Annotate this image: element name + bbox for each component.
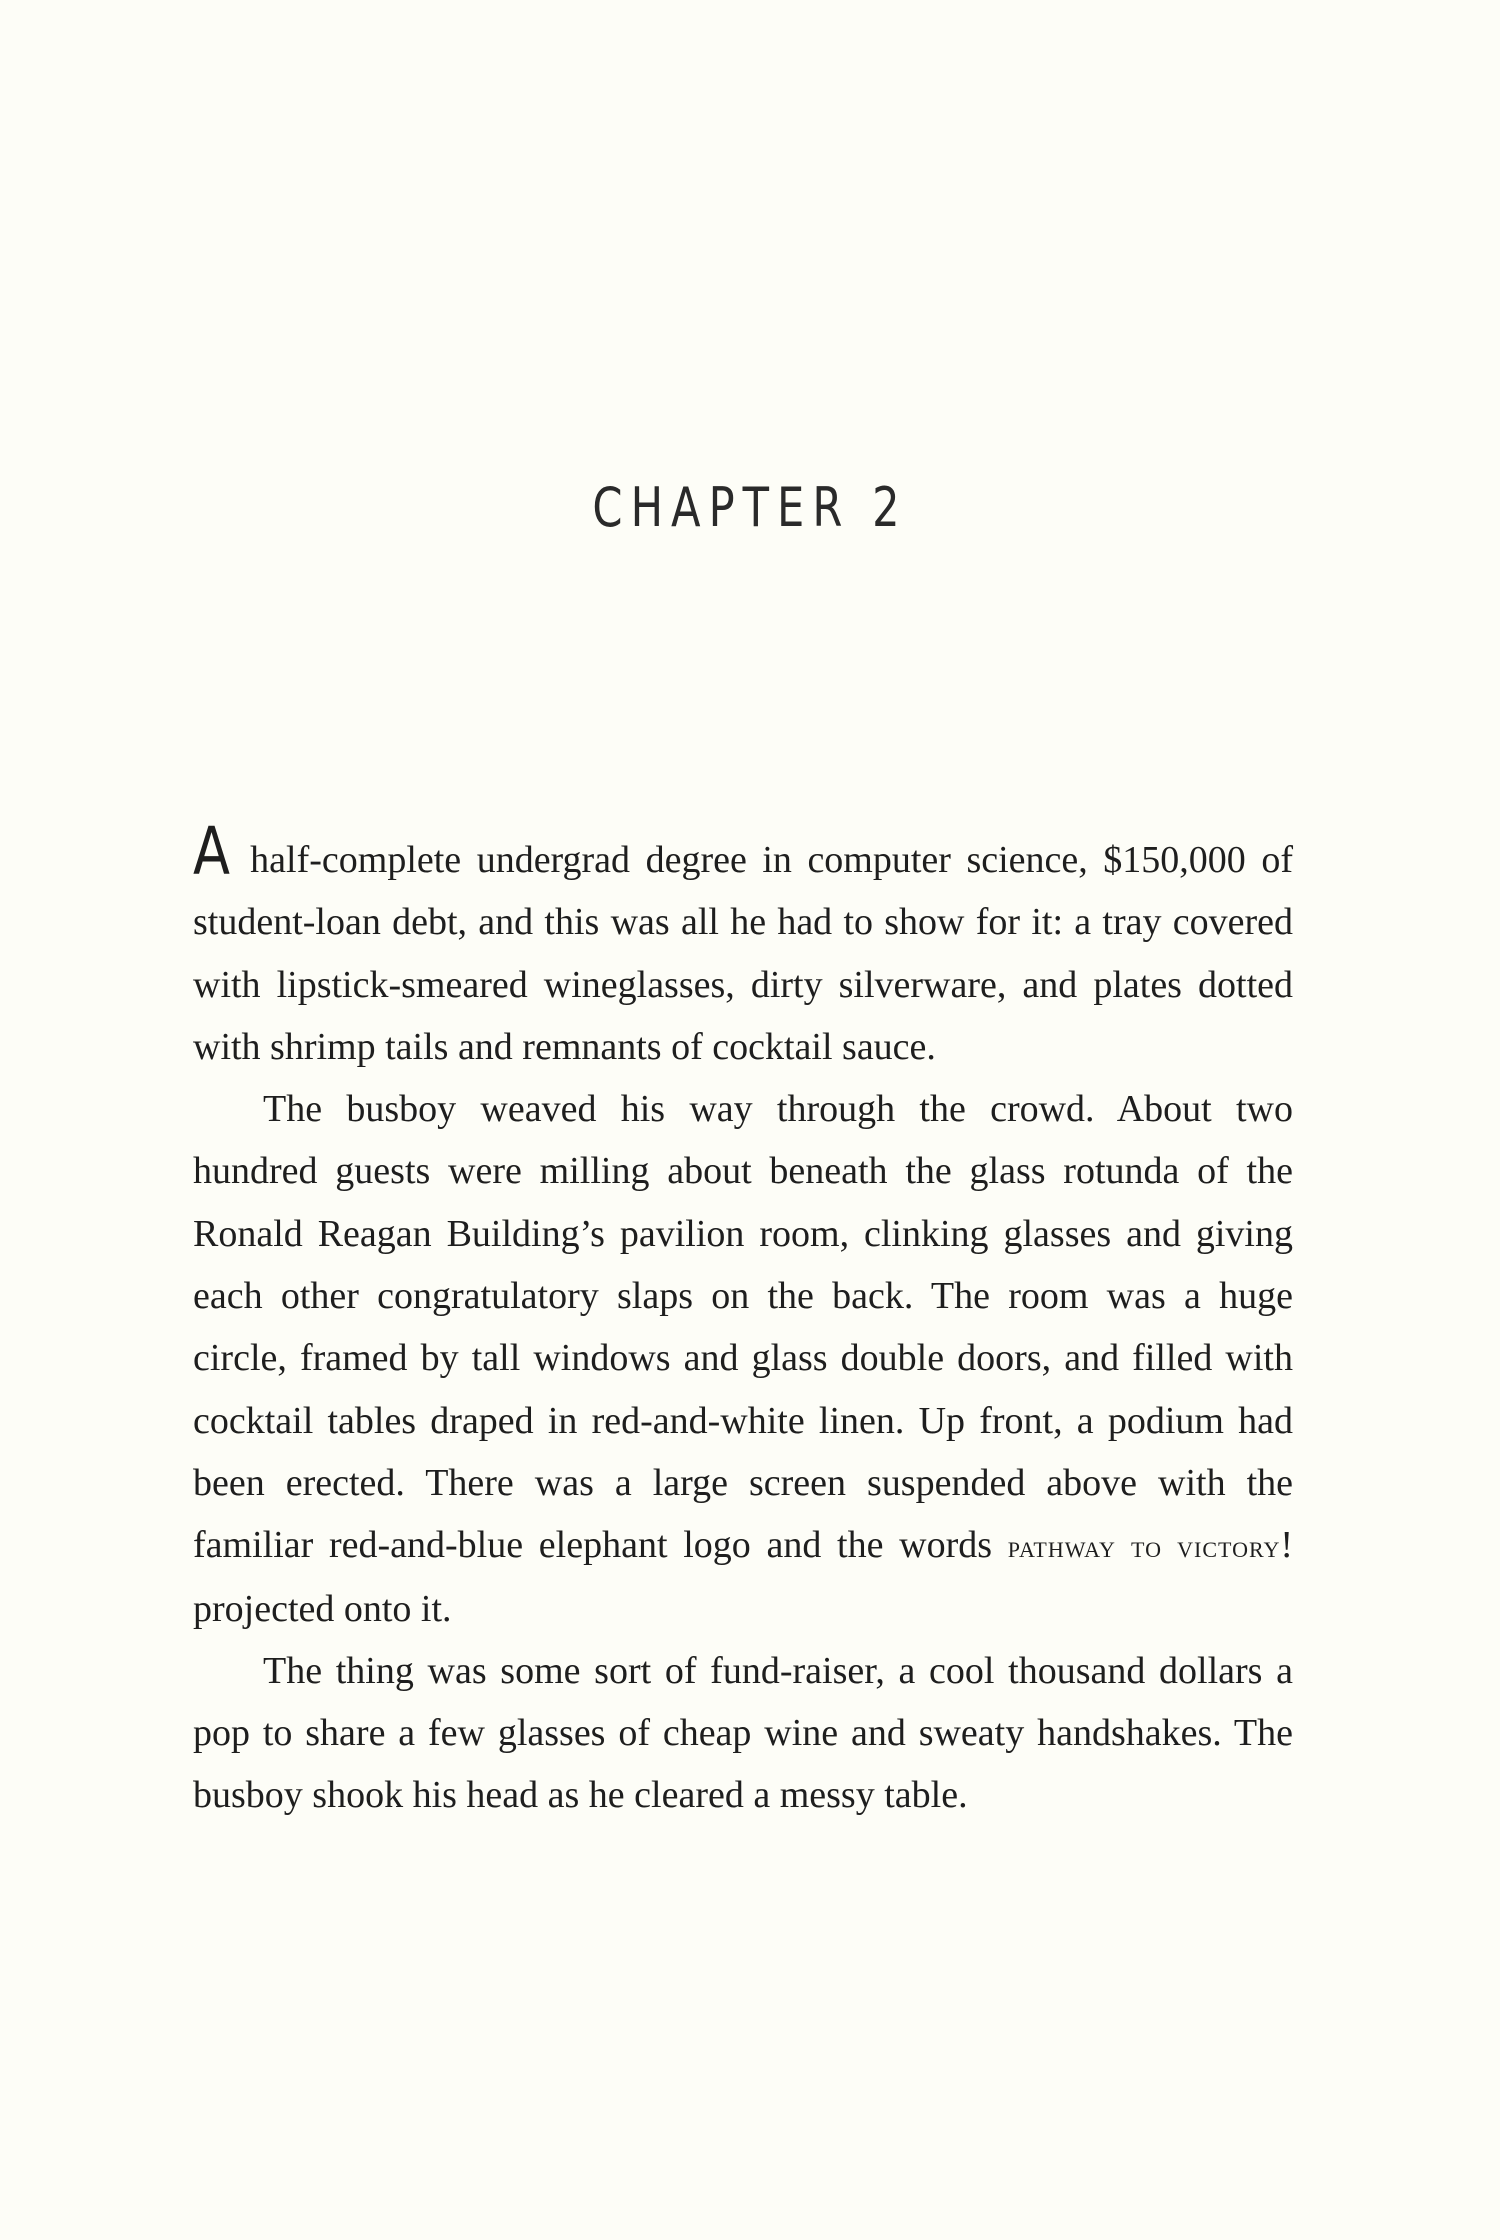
paragraph-3 (193, 1640, 1293, 1827)
paragraph-2 (193, 1078, 1293, 1640)
drop-cap: A (193, 813, 231, 890)
paragraph-3-text: The thing was some sort of fund-raiser, a cool thousand dollars a pop to share a few glasses of cheap wine and sweaty handshakes. The busboy shook his head as he cleared a messy table. (193, 1649, 1293, 1817)
paragraph-1 (193, 813, 1293, 1078)
paragraph-1-text: half-complete undergrad degree in computer science, $150,000 of student-loan debt, and this was all he had to show for it: a tray covered with lipstick-smeared wineglasses, dirty silverware, and plates dotted with shrimp tails and remnants of cocktail sauce. (193, 839, 1293, 1068)
paragraph-2-text-before: The busboy weaved his way through the crowd. About two hundred guests were milling about beneath the glass rotunda of the Ronald Reagan Building’s pavilion room, clinking glasses and giving each other congratulatory slaps on the back. The room was a huge circle, framed by tall windows and glass double doors, and filled with cocktail tables draped in red-and-white linen. Up front, a podium had been erected. There was a large screen suspended above with the familiar red-and-blue elephant logo and the words (193, 1088, 1293, 1567)
slogan-small-caps: pathway to victory (1007, 1528, 1281, 1565)
chapter-body (193, 813, 1293, 1827)
paragraph-2-text-after: ! projected onto it. (193, 1524, 1293, 1630)
chapter-heading: CHAPTER 2 (592, 476, 908, 539)
